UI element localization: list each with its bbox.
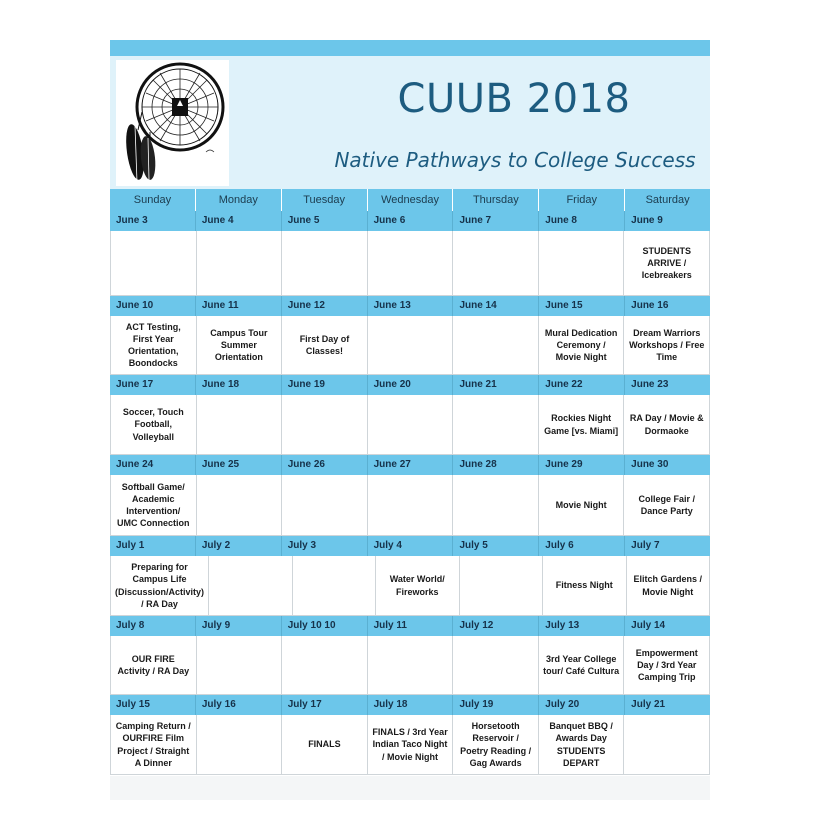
event-cell: Preparing for Campus Life (Discussion/Activity) / RA Day	[111, 556, 209, 616]
date-label: July 12	[453, 616, 539, 636]
event-cell	[368, 636, 454, 695]
date-label: June 24	[110, 455, 196, 475]
week-event-cells	[110, 231, 710, 296]
date-label: July 6	[539, 536, 625, 556]
date-label: July 20	[539, 695, 625, 715]
date-label: June 30	[631, 459, 669, 470]
date-label: June 26	[282, 455, 368, 475]
week-row	[110, 695, 710, 775]
event-cell	[624, 715, 710, 775]
top-bar	[110, 40, 710, 56]
week-row	[110, 375, 710, 455]
week-event-cells	[110, 715, 710, 775]
dreamcatcher-logo-icon	[116, 60, 229, 186]
date-label: July 2	[196, 536, 282, 556]
event-cell: Dream Warriors Workshops / Free Time	[624, 316, 710, 375]
event-cell	[368, 316, 454, 375]
date-label: July 8	[110, 616, 196, 636]
week-date-bar	[110, 211, 710, 231]
event-cell: Water World/ Fireworks	[376, 556, 460, 616]
date-label: June 18	[196, 375, 282, 395]
week-date-bar	[110, 616, 710, 636]
event-cell	[282, 231, 368, 296]
date-label: June 17	[110, 375, 196, 395]
event-cell: Fitness Night	[543, 556, 627, 616]
date-label: July 5	[453, 536, 539, 556]
event-cell	[453, 316, 539, 375]
week-event-cells	[110, 475, 710, 536]
week-date-bar	[110, 296, 710, 316]
event-cell: Soccer, Touch Football, Volleyball	[111, 395, 197, 455]
header	[110, 56, 710, 189]
date-label: June 7	[453, 211, 539, 231]
date-label: June 21	[453, 375, 539, 395]
event-cell: 3rd Year College tour/ Café Cultura	[539, 636, 625, 695]
date-label: June 6	[368, 211, 454, 231]
event-cell	[368, 231, 454, 296]
date-label: June 9	[631, 215, 663, 226]
event-cell: First Day of Classes!	[282, 316, 368, 375]
date-label: July 14	[631, 620, 666, 631]
calendar-document	[110, 40, 710, 800]
week-event-cells	[110, 636, 710, 695]
event-cell: Campus Tour Summer Orientation	[197, 316, 283, 375]
date-label: July 11	[368, 616, 454, 636]
event-cell	[197, 636, 283, 695]
week-event-cells	[110, 316, 710, 375]
event-cell: ACT Testing, First Year Orientation, Boondocks	[111, 316, 197, 375]
bottom-margin	[110, 776, 710, 800]
event-cell	[197, 475, 283, 536]
date-label: July 10 10	[282, 616, 368, 636]
date-label: July 16	[196, 695, 282, 715]
date-label: June 29	[539, 455, 625, 475]
date-label: June 20	[368, 375, 454, 395]
date-label: July 19	[453, 695, 539, 715]
date-label: June 5	[282, 211, 368, 231]
event-cell: Mural Dedication Ceremony / Movie Night	[539, 316, 625, 375]
event-cell: STUDENTS ARRIVE / Icebreakers	[624, 231, 710, 296]
date-label: June 23	[631, 379, 669, 390]
week-row	[110, 455, 710, 536]
date-label: June 10	[110, 296, 196, 316]
date-label: July 15	[110, 695, 196, 715]
week-row	[110, 616, 710, 695]
event-cell	[293, 556, 377, 616]
event-cell	[197, 395, 283, 455]
week-row	[110, 296, 710, 375]
weekday-label: Friday	[539, 189, 625, 211]
date-label: June 12	[282, 296, 368, 316]
date-label: June 22	[539, 375, 625, 395]
date-label: July 7	[631, 540, 660, 551]
date-label: June 15	[539, 296, 625, 316]
weekday-header	[110, 189, 710, 211]
event-cell	[282, 395, 368, 455]
event-cell: College Fair / Dance Party	[624, 475, 710, 536]
event-cell: Camping Return / OURFIRE Film Project / Straight A Dinner	[111, 715, 197, 775]
event-cell	[453, 636, 539, 695]
date-label: July 21	[631, 699, 666, 710]
event-cell	[209, 556, 293, 616]
week-event-cells	[110, 556, 710, 616]
page-subtitle: Native Pathways to College Success	[334, 148, 696, 172]
date-label: June 11	[196, 296, 282, 316]
page-title: CUUB 2018	[397, 76, 631, 122]
weekday-label: Sunday	[110, 189, 196, 211]
date-label: July 9	[196, 616, 282, 636]
date-label: June 25	[196, 455, 282, 475]
event-cell	[368, 475, 454, 536]
event-cell	[282, 636, 368, 695]
date-label: June 16	[631, 300, 669, 311]
event-cell: Banquet BBQ / Awards Day STUDENTS DEPART	[539, 715, 625, 775]
date-label: June 8	[539, 211, 625, 231]
date-label: July 17	[282, 695, 368, 715]
event-cell: Rockies Night Game [vs. Miami]	[539, 395, 625, 455]
date-label: June 14	[453, 296, 539, 316]
event-cell	[368, 395, 454, 455]
date-label: June 27	[368, 455, 454, 475]
week-date-bar	[110, 695, 710, 715]
event-cell: FINALS	[282, 715, 368, 775]
event-cell: Softball Game/ Academic Intervention/ UMC Connection	[111, 475, 197, 536]
event-cell	[453, 231, 539, 296]
week-row	[110, 211, 710, 296]
week-row	[110, 536, 710, 616]
date-label: July 3	[282, 536, 368, 556]
event-cell	[111, 231, 197, 296]
weekday-label: Saturday	[645, 194, 690, 206]
event-cell	[453, 395, 539, 455]
event-cell: Elitch Gardens / Movie Night	[627, 556, 711, 616]
event-cell: OUR FIRE Activity / RA Day	[111, 636, 197, 695]
date-label: June 28	[453, 455, 539, 475]
date-label: July 13	[539, 616, 625, 636]
event-cell: Movie Night	[539, 475, 625, 536]
weekday-label: Wednesday	[368, 189, 454, 211]
weekday-label: Monday	[196, 189, 282, 211]
event-cell: Horsetooth Reservoir / Poetry Reading / Gag Awards	[453, 715, 539, 775]
week-date-bar	[110, 455, 710, 475]
event-cell	[197, 715, 283, 775]
weekday-label: Tuesday	[282, 189, 368, 211]
event-cell: Empowerment Day / 3rd Year Camping Trip	[624, 636, 710, 695]
week-date-bar	[110, 375, 710, 395]
week-date-bar	[110, 536, 710, 556]
week-event-cells	[110, 395, 710, 455]
event-cell: FINALS / 3rd Year Indian Taco Night / Movie Night	[368, 715, 454, 775]
date-label: July 1	[110, 536, 196, 556]
event-cell	[453, 475, 539, 536]
date-label: July 4	[368, 536, 454, 556]
date-label: June 3	[110, 211, 196, 231]
event-cell: RA Day / Movie & Dormaoke	[624, 395, 710, 455]
event-cell	[282, 475, 368, 536]
date-label: July 18	[368, 695, 454, 715]
date-label: June 13	[368, 296, 454, 316]
event-cell	[539, 231, 625, 296]
event-cell	[197, 231, 283, 296]
weekday-label: Thursday	[453, 189, 539, 211]
event-cell	[460, 556, 544, 616]
date-label: June 4	[196, 211, 282, 231]
date-label: June 19	[282, 375, 368, 395]
